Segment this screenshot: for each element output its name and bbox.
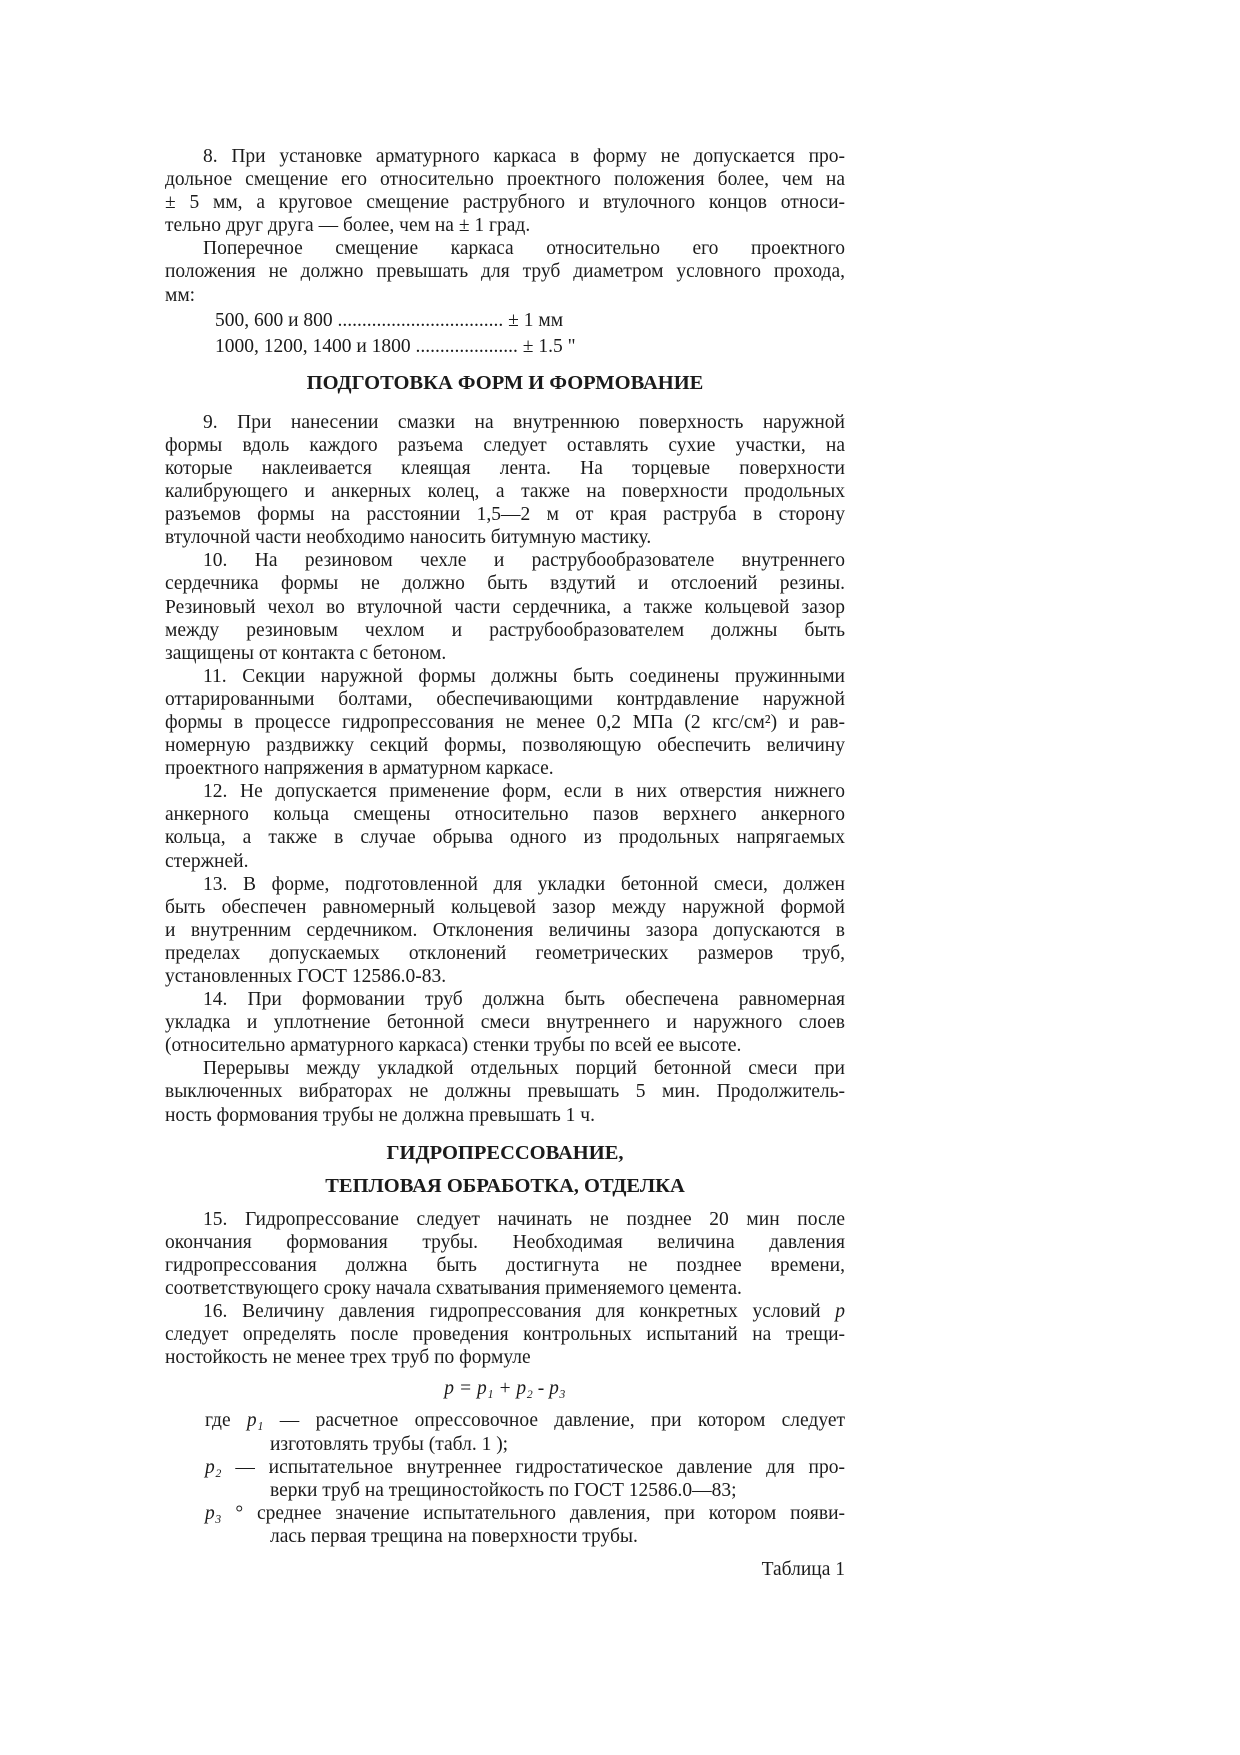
text-segment: следует определять после проведения контрольных испытаний на трещи- xyxy=(165,1324,845,1346)
text-line xyxy=(165,665,845,688)
text-line xyxy=(205,1525,845,1548)
text-line xyxy=(165,434,845,457)
text-line xyxy=(165,145,845,168)
text-segment: 10. На резиновом чехле и раструбообразователе внутреннего xyxy=(203,550,845,572)
text-line xyxy=(165,826,845,849)
text-segment: номерную раздвижку секций формы, позволяющую обеспечить величину xyxy=(165,735,845,757)
text-segment: установленных ГОСТ 12586.0-83. xyxy=(165,966,447,987)
text-segment: Таблица 1 xyxy=(761,1558,845,1580)
text-line xyxy=(165,711,845,734)
text-segment: анкерного кольца смещены относительно пазов верхнего анкерного xyxy=(165,804,845,826)
text-line xyxy=(165,284,845,307)
heading-hydropressing xyxy=(165,1137,845,1203)
paragraph-11 xyxy=(165,665,845,780)
text-line xyxy=(165,1277,845,1300)
text-segment: 500, 600 и 800 .................................. ± 1 мм xyxy=(215,309,564,331)
diameter-tolerance-list xyxy=(165,308,845,361)
text-line xyxy=(165,1346,845,1369)
text-segment: Поперечное смещение каркаса относительно его проектного xyxy=(203,238,845,260)
text-line xyxy=(165,1208,845,1231)
text-segment: p = p₁ + p₂ - p₃ xyxy=(444,1378,566,1400)
text-segment: ± 5 мм, а круговое смещение раструбного и втулочного концов относи- xyxy=(165,192,845,214)
text-segment: проектного напряжения в арматурном каркасе. xyxy=(165,758,554,780)
paragraph-12 xyxy=(165,780,845,872)
text-line xyxy=(165,965,845,988)
paragraph-16 xyxy=(165,1300,845,1369)
text-segment: (относительно арматурного каркаса) стенки трубы по всей ее высоте. xyxy=(165,1035,742,1057)
text-segment: 11. Секции наружной формы должны быть соединены пружинными xyxy=(203,665,845,687)
text-segment: защищены от контакта с бетоном. xyxy=(165,642,447,664)
text-segment: ПОДГОТОВКА ФОРМ И ФОРМОВАНИЕ xyxy=(306,371,704,394)
italic-symbol: p₃ xyxy=(205,1502,222,1524)
text-line xyxy=(165,168,845,191)
text-line xyxy=(165,1080,845,1103)
text-line xyxy=(165,619,845,642)
text-segment: 8. При установке арматурного каркаса в форму не допускается про- xyxy=(203,146,845,167)
paragraph-breaks xyxy=(165,1057,845,1126)
text-line xyxy=(165,1170,845,1203)
text-segment: ТЕПЛОВАЯ ОБРАБОТКА, ОТДЕЛКА xyxy=(325,1174,685,1197)
text-segment: формы в процессе гидропрессования не менее 0,2 МПа (2 кгс/см²) и рав- xyxy=(165,711,845,733)
text-segment: которые наклеивается клеящая лента. На торцевые поверхности xyxy=(165,457,845,479)
text-line xyxy=(165,503,845,526)
table-1-label xyxy=(165,1558,845,1581)
text-line xyxy=(165,757,845,780)
text-line xyxy=(165,919,845,942)
text-segment: быть обеспечен равномерный кольцевой зазор между наружной формой xyxy=(165,896,845,918)
paragraph-14 xyxy=(165,988,845,1057)
text-line xyxy=(165,988,845,1011)
text-line xyxy=(165,372,845,395)
text-segment: — испытательное внутреннее гидростатическое давление для про- xyxy=(221,1456,845,1478)
text-line xyxy=(165,896,845,919)
paragraph-10 xyxy=(165,549,845,664)
text-segment: ность формования трубы не должна превышать 1 ч. xyxy=(165,1104,595,1126)
text-segment: формы вдоль каждого разъема следует оставлять сухие участки, на xyxy=(165,434,845,456)
text-line xyxy=(165,237,845,260)
paragraph-15 xyxy=(165,1208,845,1300)
text-segment: разъемов формы на расстоянии 1,5—2 м от края раструба в сторону xyxy=(165,504,845,526)
text-segment: мм: xyxy=(165,284,196,306)
text-line xyxy=(165,480,845,503)
text-line xyxy=(165,1558,845,1581)
text-line xyxy=(165,457,845,480)
text-line xyxy=(165,1104,845,1127)
italic-symbol: p xyxy=(835,1301,845,1323)
text-line xyxy=(205,1502,845,1525)
text-segment: кольца, а также в случае обрыва одного из продольных напрягаемых xyxy=(165,827,845,849)
text-line xyxy=(165,1300,845,1323)
text-column xyxy=(165,145,845,1581)
text-line xyxy=(165,1254,845,1277)
text-segment: положения не должно превышать для труб диаметром условного прохода, xyxy=(165,261,845,283)
text-segment: 14. При формовании труб должна быть обеспечена равномерная xyxy=(203,989,845,1011)
text-line xyxy=(165,549,845,572)
text-segment: между резиновым чехлом и раструбообразователем должны быть xyxy=(165,619,845,641)
text-line xyxy=(205,1409,845,1432)
text-line xyxy=(205,1456,845,1479)
text-line xyxy=(165,1137,845,1170)
formula-definitions xyxy=(165,1409,845,1548)
text-segment: окончания формования трубы. Необходимая величина давления xyxy=(165,1231,845,1253)
paragraph-9 xyxy=(165,411,845,550)
text-line xyxy=(215,334,845,361)
text-segment: гидропрессования должна быть достигнута не позднее времени, xyxy=(165,1254,845,1276)
text-segment: тельно друг друга — более, чем на ± 1 град. xyxy=(165,215,531,237)
text-line xyxy=(165,873,845,896)
text-segment: калибрующего и анкерных колец, а также на поверхности продольных xyxy=(165,481,845,503)
text-line xyxy=(205,1479,845,1502)
text-line xyxy=(165,526,845,549)
text-line xyxy=(215,308,845,335)
text-segment: изготовлять трубы (табл. 1 ); xyxy=(270,1433,509,1455)
text-segment: 12. Не допускается применение форм, если в них отверстия нижнего xyxy=(203,781,845,803)
text-segment: 13. В форме, подготовленной для укладки бетонной смеси, должен xyxy=(203,873,845,895)
text-line xyxy=(165,1231,845,1254)
text-segment: выключенных вибраторах не должны превышать 5 мин. Продолжитель- xyxy=(165,1081,845,1103)
text-line xyxy=(165,260,845,283)
text-segment: Перерывы между укладкой отдельных порций бетонной смеси при xyxy=(203,1058,845,1080)
italic-symbol: p₂ xyxy=(205,1456,222,1478)
paragraph-transverse-offset xyxy=(165,237,845,306)
text-segment: лась первая трещина на поверхности трубы. xyxy=(270,1525,638,1547)
text-segment: верки труб на трещиностойкость по ГОСТ 12586.0—83; xyxy=(270,1479,737,1501)
text-line xyxy=(165,214,845,237)
text-line xyxy=(165,688,845,711)
text-segment: 16. Величину давления гидропрессования для конкретных условий xyxy=(203,1301,836,1323)
text-line xyxy=(165,1034,845,1057)
text-segment: — расчетное опрессовочное давление, при котором следует xyxy=(263,1410,845,1432)
text-segment: втулочной части необходимо наносить битумную мастику. xyxy=(165,527,652,549)
text-line xyxy=(165,1323,845,1346)
text-segment: сердечника формы не должно быть вздутий и отслоений резины. xyxy=(165,573,845,595)
text-line xyxy=(165,572,845,595)
text-segment: ГИДРОПРЕССОВАНИЕ, xyxy=(386,1141,624,1164)
text-segment: ° среднее значение испытательного давления, при котором появи- xyxy=(221,1502,845,1524)
text-line xyxy=(165,1011,845,1034)
text-line xyxy=(165,1057,845,1080)
text-segment: дольное смещение его относительно проектного положения более, чем на xyxy=(165,169,845,191)
text-line xyxy=(165,803,845,826)
text-segment: пределах допускаемых отклонений геометрических размеров труб, xyxy=(165,942,845,964)
text-line xyxy=(165,850,845,873)
text-line xyxy=(165,642,845,665)
paragraph-13 xyxy=(165,873,845,988)
text-segment: соответствующего сроку начала схватывания применяемого цемента. xyxy=(165,1277,742,1299)
text-line xyxy=(165,411,845,434)
text-segment: стержней. xyxy=(165,850,249,872)
text-segment: и внутренним сердечником. Отклонения величины зазора допускаются в xyxy=(165,919,845,941)
heading-form-preparation xyxy=(165,372,845,395)
text-line xyxy=(165,191,845,214)
text-line xyxy=(165,942,845,965)
text-segment: оттарированными болтами, обеспечивающими контрдавление наружной xyxy=(165,688,845,710)
text-segment: 9. При нанесении смазки на внутреннюю поверхность наружной xyxy=(203,411,845,433)
text-line xyxy=(165,596,845,619)
formula-pressure xyxy=(165,1377,845,1400)
italic-symbol: p₁ xyxy=(246,1410,264,1432)
text-segment: где xyxy=(205,1410,247,1432)
text-segment: укладка и уплотнение бетонной смеси внутреннего и наружного слоев xyxy=(165,1012,845,1034)
text-segment: 15. Гидропрессование следует начинать не позднее 20 мин после xyxy=(203,1208,845,1230)
paragraph-8 xyxy=(165,145,845,237)
text-line xyxy=(205,1433,845,1456)
text-line xyxy=(165,734,845,757)
text-segment: ностойкость не менее трех труб по формуле xyxy=(165,1347,531,1369)
text-line xyxy=(165,1377,845,1400)
text-segment: 1000, 1200, 1400 и 1800 ..................... ± 1.5 " xyxy=(215,336,576,358)
text-segment: Резиновый чехол во втулочной части сердечника, а также кольцевой зазор xyxy=(165,596,845,618)
text-line xyxy=(165,780,845,803)
